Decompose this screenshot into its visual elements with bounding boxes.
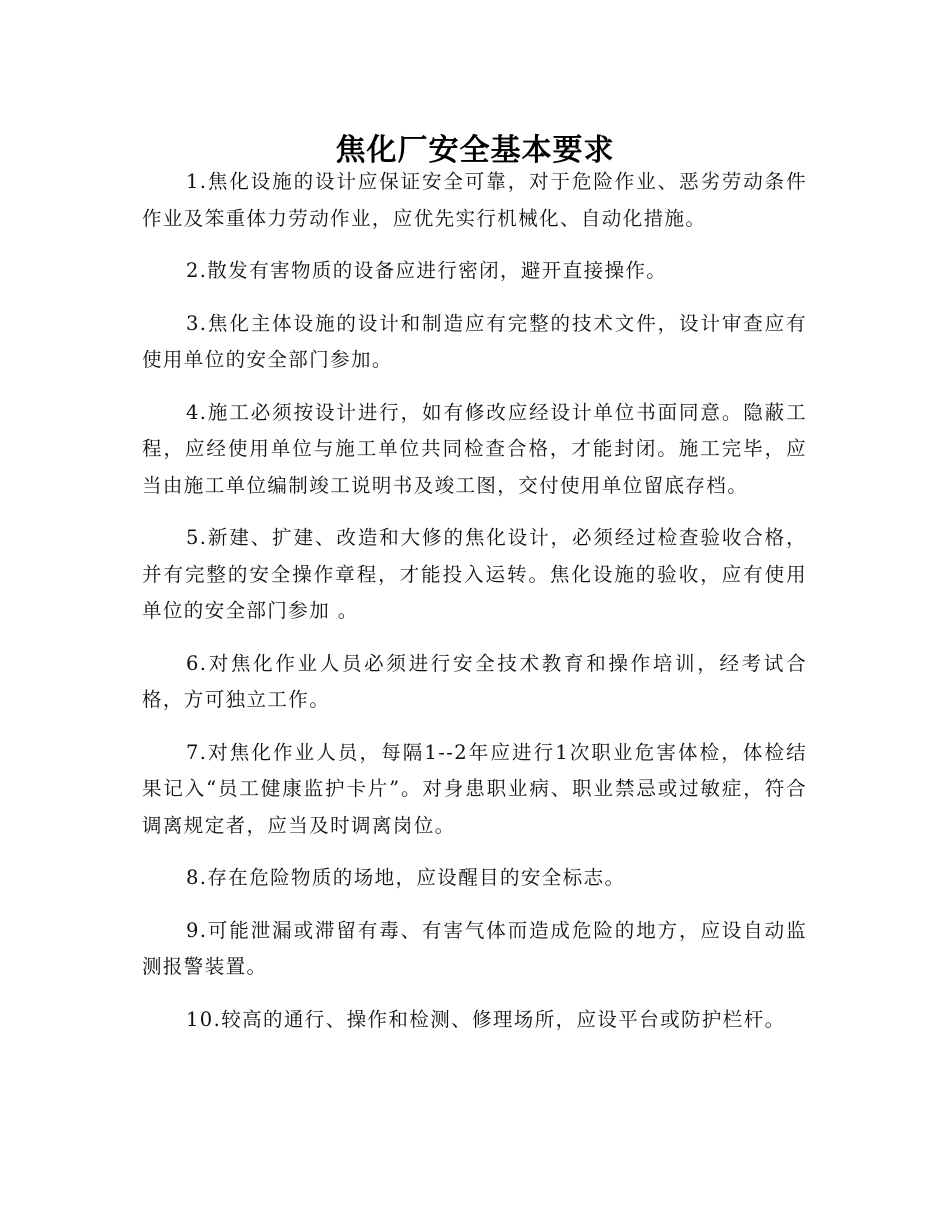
paragraph-3: 3.焦化主体设施的设计和制造应有完整的技术文件，设计审查应有使用单位的安全部门参加。: [142, 311, 807, 371]
paragraph-1: 1.焦化设施的设计应保证安全可靠，对于危险作业、恶劣劳动条件作业及笨重体力劳动作业，应优先实行机械化、自动化措施。: [142, 170, 807, 230]
paragraph-10: 10.较高的通行、操作和检测、修理场所，应设平台或防护栏杆。: [186, 1007, 786, 1031]
paragraph-2: 2.散发有害物质的设备应进行密闭，避开直接操作。: [186, 259, 668, 282]
paragraph-4: 4.施工必须按设计进行，如有修改应经设计单位书面同意。隐蔽工程，应经使用单位与施工单位共同检查合格，才能封闭。施工完毕，应当由施工单位编制竣工说明书及竣工图，交付使用单位留底存档。: [142, 400, 807, 497]
document-title: 焦化厂安全基本要求: [335, 133, 615, 169]
paragraph-5: 5.新建、扩建、改造和大修的焦化设计，必须经过检查验收合格，并有完整的安全操作章程，才能投入运转。焦化设施的验收，应有使用单位的安全部门参加 。: [142, 526, 807, 622]
paragraph-6: 6.对焦化作业人员必须进行安全技术教育和操作培训，经考试合格，方可独立工作。: [142, 651, 807, 711]
paragraph-7: 7.对焦化作业人员，每隔1--2年应进行1次职业危害体检，体检结果记入“员工健康监护卡片”。对身患职业病、职业禁忌或过敏症，符合调离规定者，应当及时调离岗位。: [142, 740, 807, 837]
paragraph-8: 8.存在危险物质的场地，应设醒目的安全标志。: [186, 866, 626, 889]
document-body: [142, 164, 807, 1054]
paragraph-9: 9.可能泄漏或滞留有毒、有害气体而造成危险的地方，应设自动监测报警装置。: [142, 918, 807, 978]
